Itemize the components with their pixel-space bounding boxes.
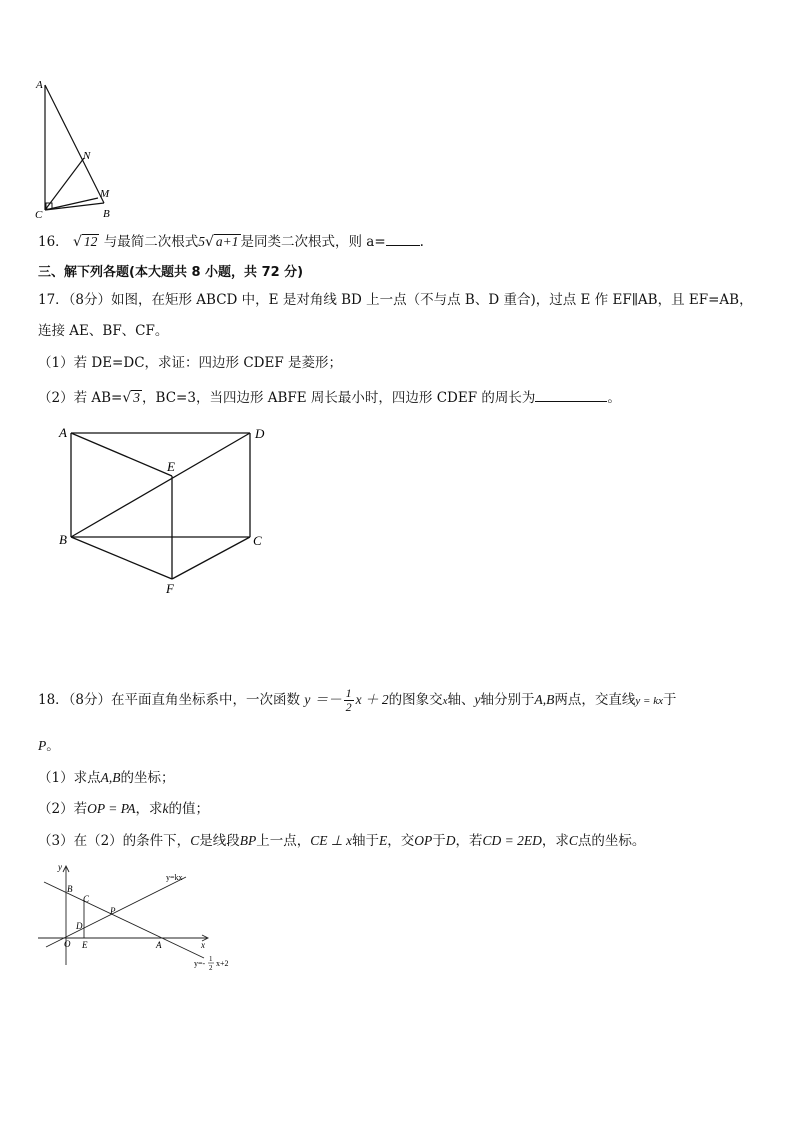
svg-text:B: B xyxy=(67,884,73,894)
answer-blank-16[interactable] xyxy=(386,233,420,246)
question-16: 16． √ 12 与最简二次根式5√ a+1 是同类二次根式，则 a= . xyxy=(38,234,424,250)
question-18-line1: 18．（8分）在平面直角坐标系中，一次函数 y ＝－ $\frac{1}{2}$ x ＋ 2的图象交x轴、y轴分别于A,B两点，交直线y = kx于 xyxy=(38,686,677,714)
label-E: E xyxy=(167,459,175,474)
svg-text:1: 1 xyxy=(209,955,213,963)
svg-text:A: A xyxy=(156,940,162,950)
label-B: B xyxy=(59,532,67,547)
answer-blank-17[interactable] xyxy=(535,389,607,402)
label-A: A xyxy=(36,79,43,91)
label-C: C xyxy=(253,533,262,548)
label-N: N xyxy=(83,150,91,162)
question-18-part3: （3）在（2）的条件下，C是线段BP上一点，CE ⊥ x轴于E，交OP于D，若CD = 2ED，求C点的坐标。 xyxy=(38,833,646,849)
label-A: A xyxy=(59,425,67,440)
figure-q17-rectangle xyxy=(56,423,271,598)
figure-q16-triangle xyxy=(30,76,120,221)
svg-text:y=kx: y=kx xyxy=(166,873,183,882)
question-17-line2: 连接 AE、BF、CF。 xyxy=(38,323,169,339)
svg-text:C: C xyxy=(83,894,90,904)
svg-text:y=-: y=- xyxy=(194,959,206,968)
label-C: C xyxy=(35,209,43,221)
svg-text:D: D xyxy=(76,921,83,931)
label-F: F xyxy=(166,581,174,596)
sqrt-a-plus-1: a+1 xyxy=(215,234,239,249)
svg-text:x+2: x+2 xyxy=(216,959,229,968)
svg-text:y: y xyxy=(58,862,62,872)
figure-q18-coordinate-plane xyxy=(36,860,246,972)
question-17-part1: （1）若 DE=DC，求证：四边形 CDEF 是菱形； xyxy=(38,355,342,371)
label-D: D xyxy=(255,426,265,441)
label-M: M xyxy=(100,188,110,200)
svg-text:E: E xyxy=(82,940,88,950)
sqrt-12: 12 xyxy=(83,234,98,249)
question-17-part2: （2）若 AB=√ 3 ，BC=3，当四边形 ABFE 周长最小时，四边形 CDEF 的周长为 。 xyxy=(38,390,621,406)
section-title: 三、解下列各题(本大题共 8 小题，共 72 分) xyxy=(38,265,304,280)
question-17-line1: 17．（8分）如图，在矩形 ABCD 中，E 是对角线 BD 上一点（不与点 B、D 重合)，过点 E 作 EF∥AB，且 EF=AB， xyxy=(38,292,753,308)
sqrt-3: 3 xyxy=(133,390,141,405)
label-B: B xyxy=(103,208,110,220)
svg-text:2: 2 xyxy=(209,964,213,972)
question-18-line2: P。 xyxy=(38,738,60,754)
svg-text:x: x xyxy=(201,940,205,950)
fraction-one-half: $\frac{1}{2}$ xyxy=(345,686,352,714)
svg-text:P: P xyxy=(110,906,116,916)
question-18-part1: （1）求点A,B的坐标； xyxy=(38,770,175,786)
question-18-part2: （2）若OP = PA，求k的值； xyxy=(38,801,209,817)
svg-text:O: O xyxy=(64,939,71,949)
